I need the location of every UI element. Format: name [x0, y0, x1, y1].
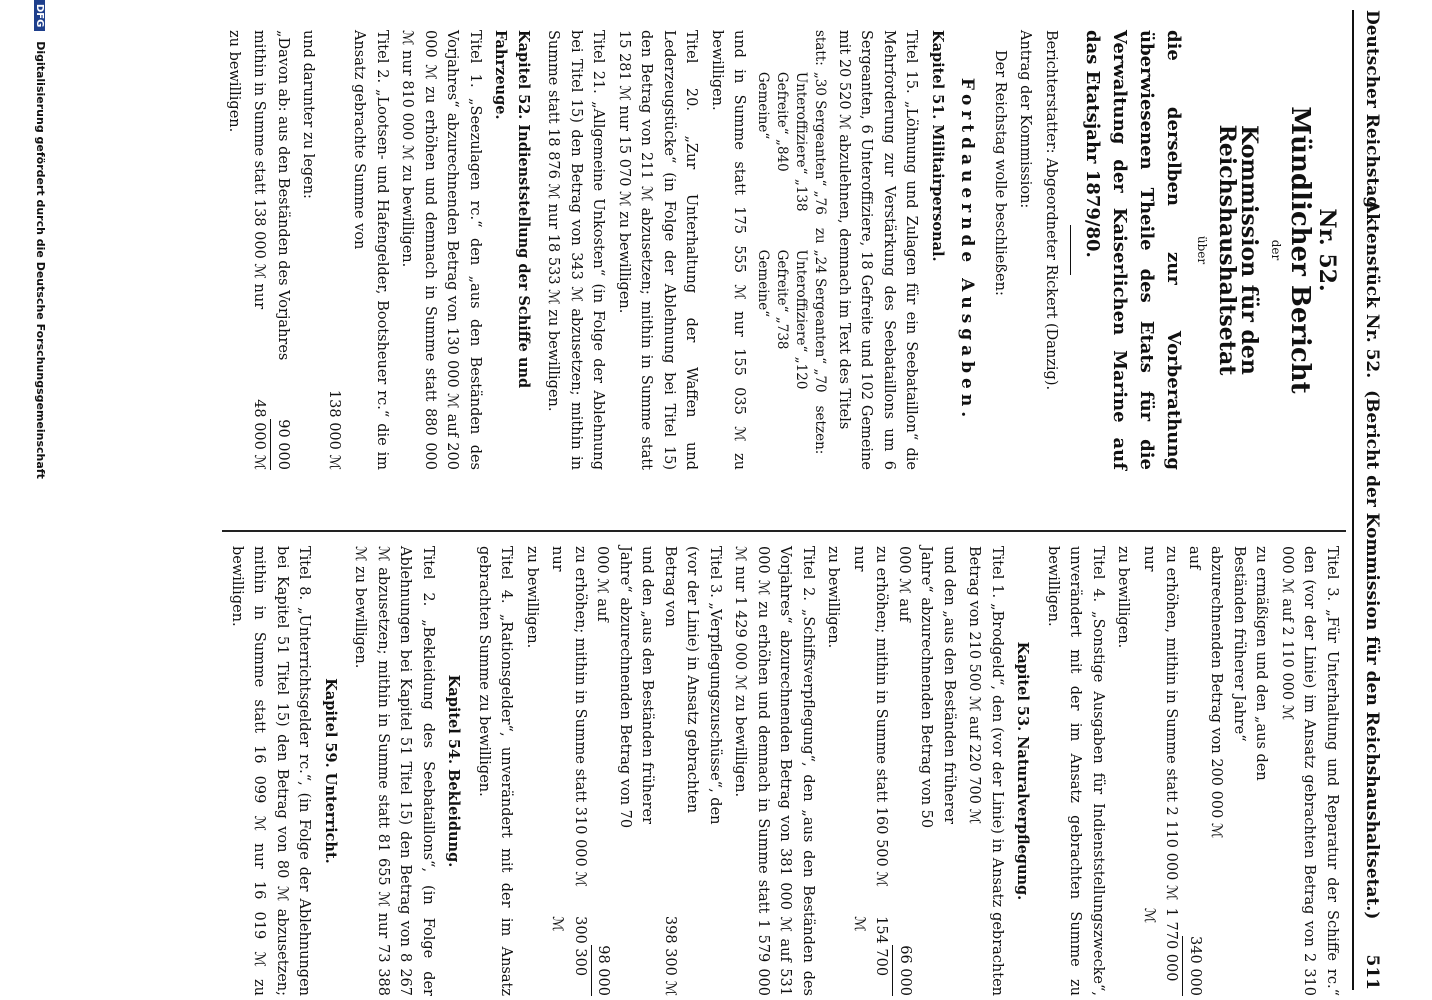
- setzen-values: „24 Sergeanten“ „70 Unteroffiziere“ „120 Gefreite“ „738 Gemeine“: [755, 249, 829, 393]
- kapitel-53-heading: Kapitel 53. Naturalverpflegung.: [1014, 641, 1032, 901]
- statt-values: „30 Sergeanten“ „76 Unteroffiziere“ „138 Gefreite“ „840 Gemeine“: [755, 71, 829, 215]
- titel-20-text: Titel 20. „Zur Unterhaltung der Waffen und Lederzeugstücke“ (in Folge der Ablehnung bei Titel 15) den Betrag von 211 ℳ abzusetzen; mithin in Summe statt 15 281 ℳ nur 15 070 ℳ zu bewilligen.: [616, 30, 700, 470]
- antrag-line: Antrag der Kommission:: [1017, 30, 1034, 209]
- k53-titel-1-a: [893, 546, 961, 996]
- left-column: [220, 30, 1347, 470]
- deduction-text: „Davon ab: aus den Beständen des Vorjahres: [275, 30, 291, 361]
- document-number: Nr. 52.: [1314, 208, 1340, 292]
- k53-titel-1-a-text: und den „aus den Beständen früherer Jahre“ abzurechnenden Betrag von 50 000 ℳ auf: [896, 546, 957, 829]
- right-column: [223, 530, 1347, 996]
- k53-titel-3-b-text: zu erhöhen; mithin in Summe statt 310 000 ℳ nur: [549, 546, 588, 887]
- k53-titel-1-end: zu bewilligen.: [825, 546, 842, 649]
- header-left: Deutscher Reichstag.: [1362, 10, 1382, 215]
- titel-2-deduction: [271, 30, 295, 470]
- titel-15-end: und in Summe statt 175 555 ℳ nur 155 035 ℳ zu bewilligen.: [709, 30, 748, 470]
- digitization-footer: [34, 0, 47, 1000]
- k53-titel-3-value: 398 300 ℳ: [662, 915, 678, 996]
- k53-titel-1-b-text: zu erhöhen; mithin in Summe statt 160 500 ℳ nur: [851, 546, 890, 887]
- k53-titel-1-b: [848, 546, 893, 996]
- k53-titel-1-text: Titel 1. „Brodgeld“, den (vor der Linie) in Ansatz gebrachten Betrag von 210 500 ℳ auf 220 700 ℳ: [966, 546, 1005, 996]
- titel-2-cont: und darunter zu legen:: [300, 30, 317, 199]
- titel-3-a-value: 340 000: [1183, 936, 1207, 996]
- titel-2-final: zu bewilligen.: [226, 30, 242, 133]
- report-heading: Mündlicher Bericht: [1285, 106, 1316, 394]
- statt-label: statt:: [812, 30, 829, 66]
- k53-titel-1-a-value: 66 000: [893, 945, 917, 996]
- document-page: [30, 0, 1390, 1000]
- k53-titel-3-a-text: und den „aus den Beständen früherer Jahre“ abzurechnenden Betrag von 70 000 ℳ auf: [594, 546, 656, 829]
- k53-titel-3-b: [546, 546, 591, 996]
- k53-titel-3-a: [591, 546, 659, 996]
- titel-3-a: [1183, 546, 1273, 996]
- header-right: (Bericht der Kommission für den Reichshaushaltsetat.): [1362, 390, 1382, 920]
- k53-titel-1-b-value: 154 700 ℳ: [851, 916, 890, 977]
- k54-titel-2-text: Titel 2. „Bekleidung des Seebataillons“, (in Folge der Ablehnungen bei Kapitel 51 Titel 15) den Betrag von 8 267 ℳ abzusetzen; mithin in Summe statt 81 655 ℳ nur 73 388 ℳ zu bewilligen.: [352, 546, 436, 996]
- titel-15-text: Titel 15. „Löhnung und Zulagen für ein Seebataillon“ die Mehrforderung zur Verstärkung des Seebataillons um 6 Sergeanten, 6 Unteroffiziere, 18 Gefreite und 102 Gemeine mit 20 520 ℳ abzulehnen, demnach im Text des Titels: [836, 30, 920, 470]
- report-subject: die derselben zur Vorberathung überwiesenen Theile des Etats für die Verwaltung der Kaiserlichen Marine auf das Etatsjahr 1879/80.: [1082, 30, 1184, 470]
- k53-titel-4-text: Titel 4. „Rationsgelder“, unverändert mit der im Ansatz gebrachten Summe zu bewilligen.: [476, 546, 515, 996]
- header-center: Aktenstück Nr. 52.: [1362, 200, 1382, 379]
- reichstag-line: Der Reichstag wolle beschließen:: [992, 50, 1008, 296]
- setzen-label: setzen:: [812, 405, 829, 455]
- page-number: 511: [1362, 954, 1382, 990]
- k53-titel-3-text: Titel 3. „Verpflegungszuschüsse“, den (vor der Linie) in Ansatz gebrachten Betrag von: [662, 546, 723, 825]
- kapitel-54-heading: Kapitel 54. Bekleidung.: [445, 674, 463, 868]
- der-text: der: [1269, 239, 1283, 261]
- statt-setzen-block: [754, 30, 830, 470]
- k53-titel-3-end: zu bewilligen.: [524, 546, 540, 649]
- titel-21-text: Titel 21. „Allgemeine Unkosten“ (in Folge der Ablehnung bei Titel 15) den Betrag von 343 ℳ abzusetzen; mithin in Summe statt 18 876 ℳ nur 18 533 ℳ zu bewilligen.: [545, 30, 607, 470]
- k53-titel-3-b-value: 300 300 ℳ: [549, 916, 588, 977]
- k53-titel-3-a-value: 98 000: [591, 945, 615, 996]
- titel-3-text: Titel 3. „Für Unterhaltung und Reparatur der Schiffe rc.“ den (vor der Linie) im Ansatz gebrachten Betrag von 2 310 000 ℳ auf 2 110 000 ℳ: [1279, 546, 1340, 996]
- footer-text: Digitalisierung gefördert durch die Deutsche Forschungsgemeinschaft: [34, 41, 47, 479]
- titel-2-text: Titel 2. „Lootsen- und Hafengelder, Bootsheuer rc.“ die im Ansatz gebrachte Summe von: [351, 30, 390, 470]
- zu-label: zu: [812, 227, 829, 244]
- titel-3-b: [1138, 546, 1183, 996]
- titel-2-total: [248, 30, 271, 470]
- titel-3-end: zu bewilligen.: [1115, 546, 1132, 649]
- kapitel-59-heading: Kapitel 59. Unterricht.: [322, 678, 339, 864]
- titel-3-b-text: zu erhöhen, mithin in Summe statt 2 110 000 ℳ nur: [1141, 546, 1180, 901]
- titel-4-text: Titel 4. „Sonstige Ausgaben für Indienststellungszwecke“, unverändert mit der im Ansatz gebrachten Summe zu bewilligen.: [1045, 546, 1106, 996]
- kapitel-52-heading: Kapitel 52. Indienststellung der Schiffe und Fahrzeuge.: [492, 30, 532, 389]
- total-text: mithin in Summe statt 138 000 ℳ nur: [251, 30, 268, 310]
- titel-3-b-value: 1 770 000 ℳ: [1141, 907, 1180, 982]
- deduction-value: 90 000: [271, 419, 295, 470]
- titel-1-text: Titel 1. „Seezulagen rc.“ den „aus den Beständen des Vorjahres“ abzurechnenden Betrag von 130 000 ℳ auf 200 000 ℳ zu erhöhen und demnach in Summe statt 880 000 ℳ nur 810 000 ℳ zu bewilligen.: [399, 30, 483, 470]
- dfg-logo: DFG: [34, 0, 45, 31]
- running-header: [1352, 10, 1388, 990]
- divider: [1070, 225, 1071, 275]
- k53-titel-2-text: Titel 2. „Schiffsverpflegung“, den „aus den Beständen des Vorjahres“ abzurechnenden Betrag von 381 000 ℳ auf 531 000 ℳ zu erhöhen und demnach in Summe statt 1 579 000 ℳ nur 1 429 000 ℳ zu bewilligen.: [732, 546, 816, 996]
- kapitel-51-heading: Kapitel 51. Militairpersonal.: [929, 30, 946, 262]
- titel-2-value: 138 000 ℳ: [326, 389, 342, 470]
- k53-titel-3: [659, 546, 727, 996]
- commission-title: Kommission für den Reichshaushaltsetat: [1214, 124, 1263, 376]
- k59-titel-8-text: Titel 8. „Unterrichtsgelder rc.“, (in Folge der Ablehnungen bei Kapitel 51 Titel 15) den Betrag von 80 ℳ abzusetzen; mithin in Summe statt 16 099 ℳ nur 16 019 ℳ zu bewilligen.: [229, 546, 313, 996]
- ueber-text: über: [1195, 235, 1210, 265]
- total-value: 48 000 ℳ: [251, 399, 268, 470]
- section-heading: Fortdauernde Ausgaben.: [957, 77, 978, 423]
- reporter-line: Berichterstatter: Abgeordneter Rickert (Danzig).: [1043, 30, 1059, 391]
- titel-3-a-text: zu ermäßigen und den „aus den Beständen früherer Jahre“ abzurechnenden Betrag von 200 000 ℳ auf: [1186, 546, 1270, 839]
